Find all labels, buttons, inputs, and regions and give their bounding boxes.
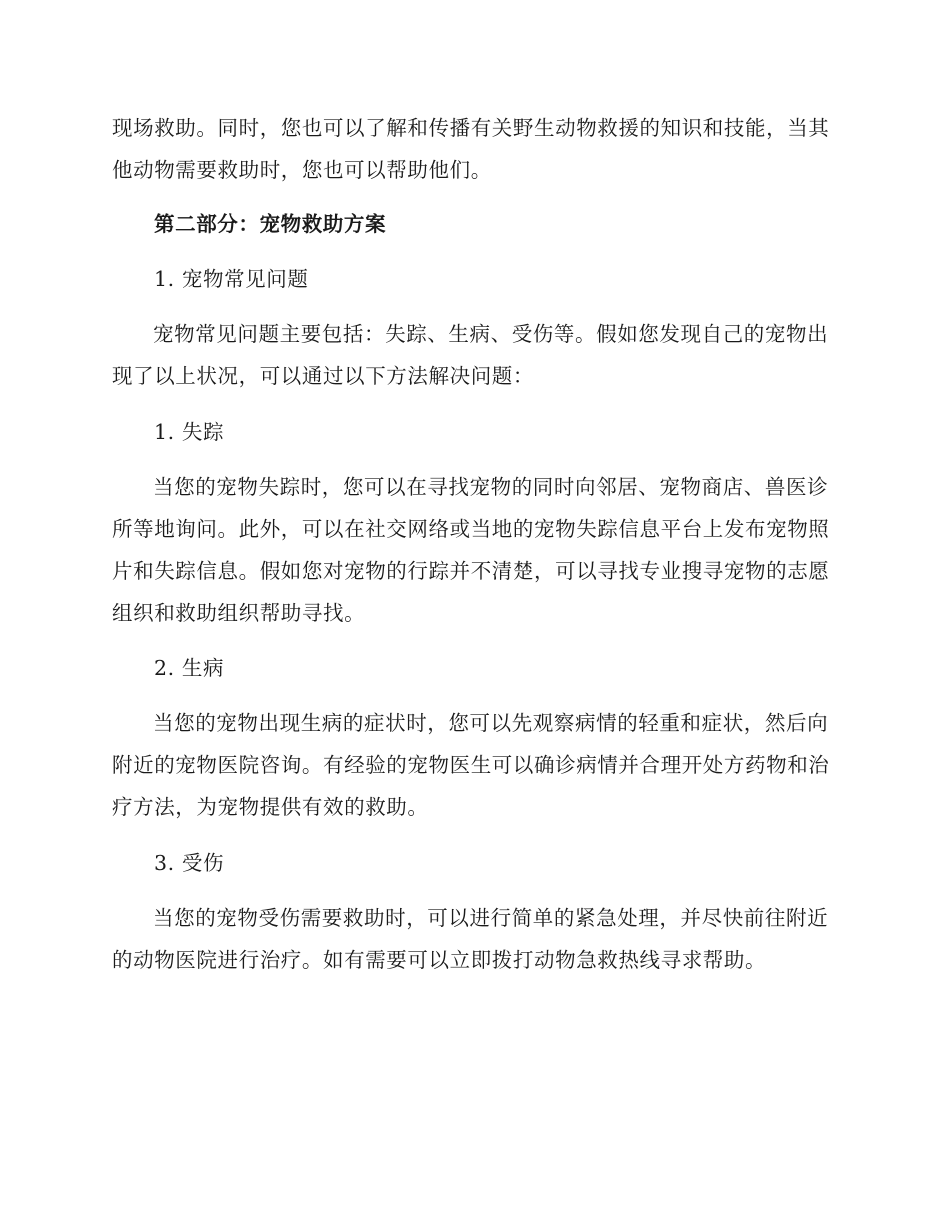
paragraph-injured: 当您的宠物受伤需要救助时，可以进行简单的紧急处理，并尽快前往附近的动物医院进行治疗。如有需要可以立即拨打动物急救热线寻求帮助。 [112,906,829,972]
paragraph-common-problems: 宠物常见问题主要包括：失踪、生病、受伤等。假如您发现自己的宠物出现了以上状况，可以通过以下方法解决问题： [112,322,829,388]
heading-lost: 1. 失踪 [154,420,225,444]
paragraph-continuation: 现场救助。同时，您也可以了解和传播有关野生动物救援的知识和技能，当其他动物需要救助时，您也可以帮助他们。 [112,116,830,182]
paragraph-sick: 当您的宠物出现生病的症状时，您可以先观察病情的轻重和症状，然后向附近的宠物医院咨询。有经验的宠物医生可以确诊病情并合理开处方药物和治疗方法，为宠物提供有效的救助。 [112,711,830,819]
section-title: 第二部分：宠物救助方案 [154,212,387,236]
heading-sick: 2. 生病 [154,656,225,680]
heading-injured: 3. 受伤 [154,851,225,875]
paragraph-lost: 当您的宠物失踪时，您可以在寻找宠物的同时向邻居、宠物商店、兽医诊所等地询问。此外，可以在社交网络或当地的宠物失踪信息平台上发布宠物照片和失踪信息。假如您对宠物的行踪并不清楚，可以寻找专业搜寻宠物的志愿组织和救助组织帮助寻找。 [112,475,830,625]
subsection-title-common-problems: 1. 宠物常见问题 [154,267,309,291]
